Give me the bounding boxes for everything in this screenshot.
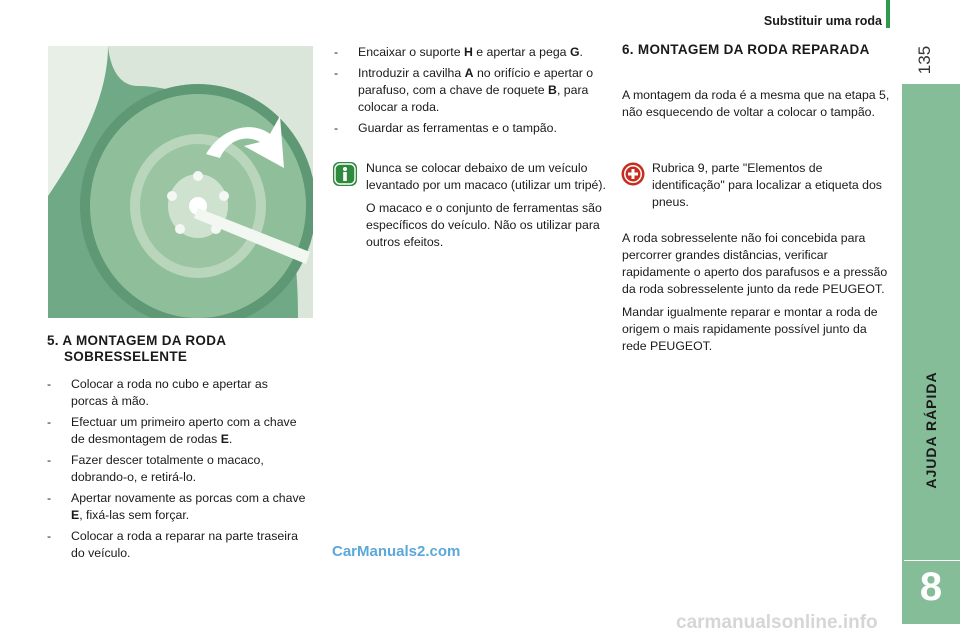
page-number: 135 <box>915 45 934 75</box>
info-icon <box>333 162 357 186</box>
paragraph: Mandar igualmente reparar e montar a roda de origem o mais rapidamente possível junto da rede PEUGEOT. <box>622 305 878 353</box>
list-item: - Introduzir a cavilha A no orifício e apertar o parafuso, com a chave de roquete B, para colocar a roda. <box>334 66 594 114</box>
sidebar-divider <box>904 560 960 561</box>
list-item: - Fazer descer totalmente o macaco, dobrando-o, e retirá-lo. <box>47 453 264 484</box>
list-item: - Guardar as ferramentas e o tampão. <box>334 121 557 135</box>
section-6-body <box>622 230 894 361</box>
list-item: - Efectuar um primeiro aperto com a chave de desmontagem de rodas E. <box>47 415 297 446</box>
list-item: - Colocar a roda a reparar na parte traseira do veículo. <box>47 529 298 560</box>
info-note-text: Nunca se colocar debaixo de um veículo levantado por um macaco (utilizar um tripé). <box>366 161 606 192</box>
header-accent-bar <box>886 0 890 28</box>
wheel-illustration <box>48 46 313 318</box>
middle-steps <box>334 44 609 141</box>
header-title: Substituir uma roda <box>763 14 882 28</box>
reference-note-text: Rubrica 9, parte "Elementos de identificação" para localizar a etiqueta dos pneus. <box>652 161 882 209</box>
section-5-steps <box>47 376 307 566</box>
section-6-title: 6. MONTAGEM DA RODA REPARADA <box>622 42 870 57</box>
list-item: - Colocar a roda no cubo e apertar as porcas à mão. <box>47 377 268 408</box>
plus-reference-icon <box>621 162 645 186</box>
watermark: carmanualsonline.info <box>676 612 878 633</box>
chapter-label-text: AJUDA RÁPIDA <box>923 371 939 489</box>
info-note-text: O macaco e o conjunto de ferramentas são específicos do veículo. Não os utilizar para outros efeitos. <box>366 201 602 249</box>
section-6-intro: A montagem da roda é a mesma que na etapa 5, não esquecendo de voltar a colocar o tampão. <box>622 88 890 119</box>
list-item: - Encaixar o suporte H e apertar a pega G. <box>334 45 583 59</box>
chapter-number: 8 <box>919 565 943 609</box>
paragraph: A roda sobresselente não foi concebida para percorrer grandes distâncias, verificar rapidamente o aperto dos parafusos e a pressão da roda sobresselente junto da rede PEUGEOT. <box>622 231 888 296</box>
list-item: - Apertar novamente as porcas com a chave E, fixá-las sem forçar. <box>47 491 306 522</box>
watermark-link[interactable]: CarManuals2.com <box>332 543 461 560</box>
chapter-sidebar-label <box>902 330 960 530</box>
info-note <box>366 160 606 257</box>
section-5-title: 5. A MONTAGEM DA RODA SOBRESSELENTE <box>47 333 226 364</box>
